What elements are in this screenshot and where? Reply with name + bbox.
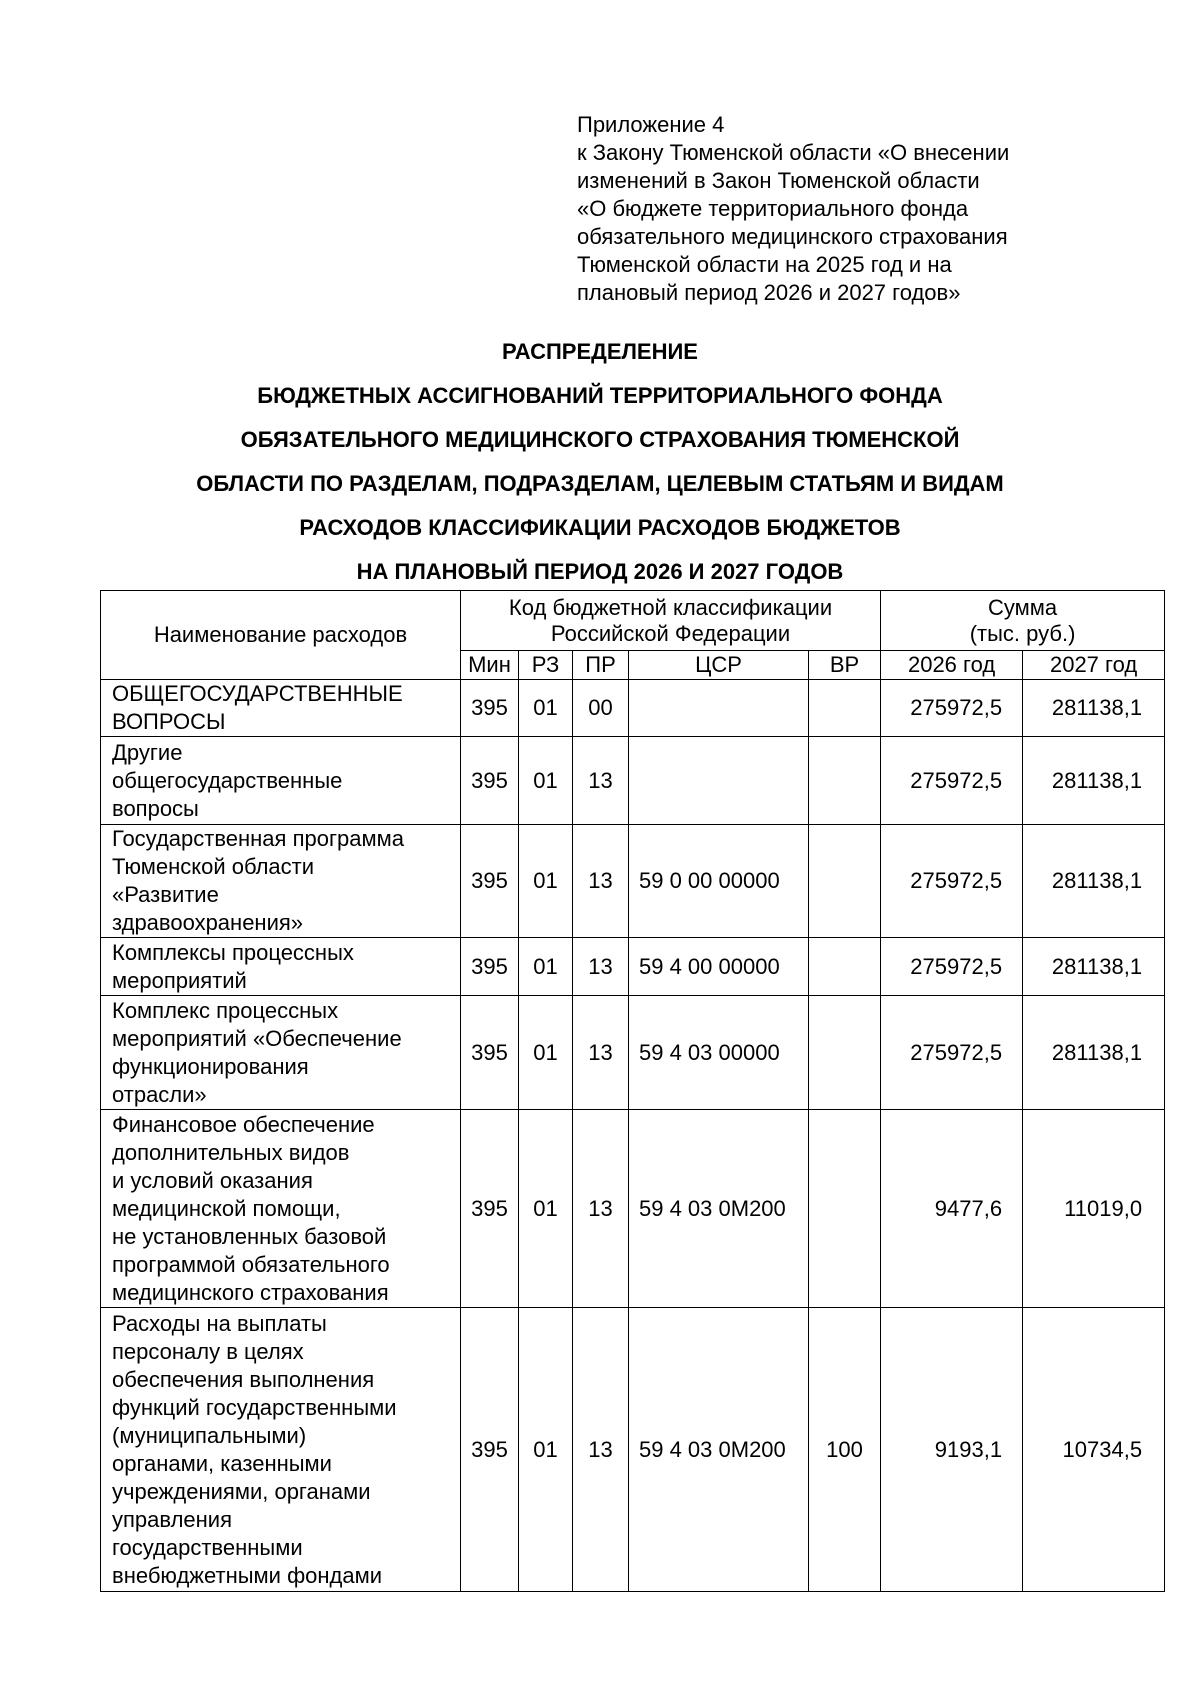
row-min: 395 bbox=[461, 938, 519, 996]
row-csr bbox=[629, 737, 809, 825]
appendix-line: Тюменской области на 2025 год и на bbox=[577, 252, 952, 277]
row-csr: 59 0 00 00000 bbox=[629, 825, 809, 938]
title-line: РАСХОДОВ КЛАССИФИКАЦИИ РАСХОДОВ БЮДЖЕТОВ bbox=[299, 515, 901, 540]
header-name-cell bbox=[101, 591, 461, 680]
row-pr: 13 bbox=[573, 825, 629, 938]
table-row bbox=[101, 825, 1165, 938]
row-2027: 281138,1 bbox=[1023, 825, 1165, 938]
row-csr bbox=[629, 680, 809, 737]
row-rz: 01 bbox=[519, 737, 573, 825]
table-row bbox=[101, 1308, 1165, 1592]
row-2027: 281138,1 bbox=[1023, 680, 1165, 737]
row-name: Комплекс процессных мероприятий «Обеспечение функционирования отрасли» bbox=[112, 997, 402, 1107]
title-line: ОБЛАСТИ ПО РАЗДЕЛАМ, ПОДРАЗДЕЛАМ, ЦЕЛЕВЫМ СТАТЬЯМ И ВИДАМ bbox=[196, 471, 1004, 496]
header-rz: РЗ bbox=[519, 651, 573, 680]
header-name-label: Наименование расходов bbox=[153, 622, 408, 647]
row-pr: 13 bbox=[573, 1110, 629, 1308]
appendix-line: к Закону Тюменской области «О внесении bbox=[577, 140, 1010, 165]
row-name-cell bbox=[101, 1308, 461, 1592]
row-min: 395 bbox=[461, 737, 519, 825]
header-pr: ПР bbox=[573, 651, 629, 680]
table-row bbox=[101, 1110, 1165, 1308]
row-2026: 275972,5 bbox=[881, 737, 1023, 825]
row-name: Государственная программа Тюменской области «Развитие здравоохранения» bbox=[112, 826, 404, 935]
row-name-cell bbox=[101, 680, 461, 737]
row-rz: 01 bbox=[519, 680, 573, 737]
row-name-cell bbox=[101, 825, 461, 938]
row-pr: 13 bbox=[573, 1308, 629, 1592]
row-csr: 59 4 00 00000 bbox=[629, 938, 809, 996]
row-2026: 9477,6 bbox=[881, 1110, 1023, 1308]
row-pr: 00 bbox=[573, 680, 629, 737]
appendix-line: обязательного медицинского страхования bbox=[577, 224, 1008, 249]
appendix-line: изменений в Закон Тюменской области bbox=[577, 168, 980, 193]
appendix-header bbox=[577, 111, 1137, 307]
row-pr: 13 bbox=[573, 737, 629, 825]
row-min: 395 bbox=[461, 825, 519, 938]
appendix-line: Приложение 4 bbox=[577, 112, 725, 137]
header-code-group bbox=[461, 591, 881, 651]
row-2027: 11019,0 bbox=[1023, 1110, 1165, 1308]
row-pr: 13 bbox=[573, 996, 629, 1110]
row-name: Расходы на выплаты персоналу в целях обеспечения выполнения функций государственными (муниципальными) органами, казенными учреждениями, органами управления государственными внебюджетными фондами bbox=[112, 1310, 397, 1588]
row-vr bbox=[809, 938, 881, 996]
row-2026: 275972,5 bbox=[881, 938, 1023, 996]
row-2026: 275972,5 bbox=[881, 825, 1023, 938]
row-rz: 01 bbox=[519, 938, 573, 996]
row-vr bbox=[809, 825, 881, 938]
row-vr bbox=[809, 680, 881, 737]
row-vr bbox=[809, 996, 881, 1110]
row-csr: 59 4 03 0М200 bbox=[629, 1110, 809, 1308]
header-vr: ВР bbox=[809, 651, 881, 680]
row-min: 395 bbox=[461, 680, 519, 737]
header-sum-line2: (тыс. руб.) bbox=[969, 620, 1076, 646]
row-name-cell bbox=[101, 1110, 461, 1308]
row-2027: 281138,1 bbox=[1023, 938, 1165, 996]
appendix-line: плановый период 2026 и 2027 годов» bbox=[577, 280, 961, 305]
row-csr: 59 4 03 00000 bbox=[629, 996, 809, 1110]
title-line: ОБЯЗАТЕЛЬНОГО МЕДИЦИНСКОГО СТРАХОВАНИЯ ТЮМЕНСКОЙ bbox=[240, 427, 960, 452]
row-min: 395 bbox=[461, 1110, 519, 1308]
budget-table bbox=[100, 590, 1165, 1592]
header-code-line1: Код бюджетной классификации bbox=[508, 594, 833, 620]
row-name: Другие общегосударственные вопросы bbox=[112, 739, 343, 821]
row-2026: 9193,1 bbox=[881, 1308, 1023, 1592]
row-name: Финансовое обеспечение дополнительных видов и условий оказания медицинской помощи, не установленных базовой программой обязательного медицинского страхования bbox=[112, 1111, 390, 1305]
row-name-cell bbox=[101, 737, 461, 825]
header-sum-group bbox=[881, 591, 1165, 651]
title-line: РАСПРЕДЕЛЕНИЕ bbox=[502, 339, 698, 364]
row-vr bbox=[809, 1110, 881, 1308]
title-line: НА ПЛАНОВЫЙ ПЕРИОД 2026 И 2027 ГОДОВ bbox=[356, 559, 844, 584]
header-sum-line1: Сумма bbox=[987, 594, 1058, 620]
row-name-cell bbox=[101, 996, 461, 1110]
row-csr: 59 4 03 0М200 bbox=[629, 1308, 809, 1592]
row-vr bbox=[809, 737, 881, 825]
row-2026: 275972,5 bbox=[881, 996, 1023, 1110]
row-pr: 13 bbox=[573, 938, 629, 996]
title-line: БЮДЖЕТНЫХ АССИГНОВАНИЙ ТЕРРИТОРИАЛЬНОГО ФОНДА bbox=[257, 383, 943, 408]
appendix-line: «О бюджете территориального фонда bbox=[577, 196, 969, 221]
header-2027: 2027 год bbox=[1023, 651, 1165, 680]
row-min: 395 bbox=[461, 1308, 519, 1592]
header-csr: ЦСР bbox=[629, 651, 809, 680]
row-2026: 275972,5 bbox=[881, 680, 1023, 737]
row-rz: 01 bbox=[519, 996, 573, 1110]
table-row bbox=[101, 938, 1165, 996]
table-row bbox=[101, 737, 1165, 825]
row-name-cell bbox=[101, 938, 461, 996]
header-code-line2: Российской Федерации bbox=[550, 620, 791, 646]
row-2027: 281138,1 bbox=[1023, 996, 1165, 1110]
header-2026: 2026 год bbox=[881, 651, 1023, 680]
row-rz: 01 bbox=[519, 825, 573, 938]
table-row bbox=[101, 996, 1165, 1110]
row-2027: 281138,1 bbox=[1023, 737, 1165, 825]
row-vr: 100 bbox=[809, 1308, 881, 1592]
row-min: 395 bbox=[461, 996, 519, 1110]
row-rz: 01 bbox=[519, 1308, 573, 1592]
table-row bbox=[101, 680, 1165, 737]
row-rz: 01 bbox=[519, 1110, 573, 1308]
row-2027: 10734,5 bbox=[1023, 1308, 1165, 1592]
row-name: Комплексы процессных мероприятий bbox=[112, 939, 354, 993]
header-row-top bbox=[101, 591, 1165, 651]
row-name: ОБЩЕГОСУДАРСТВЕННЫЕ ВОПРОСЫ bbox=[112, 681, 403, 734]
header-min: Мин bbox=[461, 651, 519, 680]
document-title bbox=[0, 336, 1200, 600]
